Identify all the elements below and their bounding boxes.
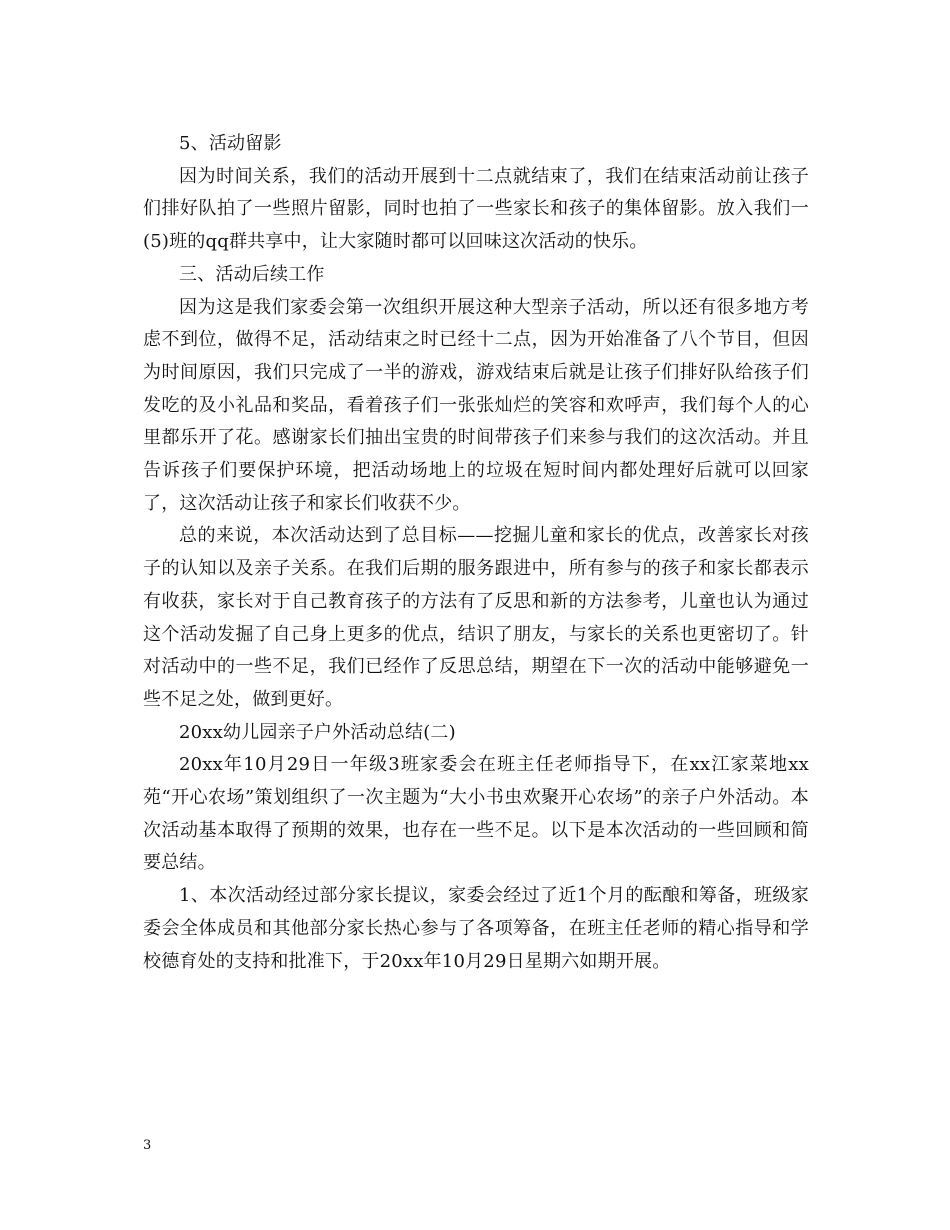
- paragraph-followup: 因为这是我们家委会第一次组织开展这种大型亲子活动，所以还有很多地方考虑不到位，做得不足，活动结束之时已经十二点，因为开始准备了八个节目，但因为时间原因，我们只完成了一半的游戏，游戏结束后就是让孩子们排好队给孩子们发吃的及小礼品和奖品，看着孩子们一张张灿烂的笑容和欢呼声，我们每个人的心里都乐开了花。感谢家长们抽出宝贵的时间带孩子们来参与我们的这次活动。并且告诉孩子们要保护环境，把活动场地上的垃圾在短时间内都处理好后就可以回家了，这次活动让孩子和家长们收获不少。: [143, 296, 809, 514]
- section-title-part-two: 20xx幼儿园亲子户外活动总结(二): [179, 721, 456, 743]
- paragraph-item-one: 1、本次活动经过部分家长提议，家委会经过了近1个月的酝酿和筹备，班级家委会全体成员和其他部分家长热心参与了各项筹备，在班主任老师的精心指导和学校德育处的支持和批准下，于20xx年10月29日星期六如期开展。: [143, 885, 809, 972]
- paragraph-photo: 因为时间关系，我们的活动开展到十二点就结束了，我们在结束活动前让孩子们排好队拍了一些照片留影，同时也拍了一些家长和孩子的集体留影。放入我们一(5)班的qq群共享中，让大家随时都可以回味这次活动的快乐。: [143, 165, 809, 253]
- paragraph-intro-part-two: 20xx年10月29日一年级3班家委会在班主任老师指导下，在xx江家菜地xx苑“开心农场”策划组织了一次主题为“大小书虫欢聚开心农场”的亲子户外活动。本次活动基本取得了预期的效果，也存在一些不足。以下是本次活动的一些回顾和简要总结。: [143, 754, 809, 874]
- section-heading-photo: 5、活动留影: [179, 133, 282, 154]
- page-number: 3: [143, 1138, 152, 1153]
- paragraph-summary: 总的来说，本次活动达到了总目标——挖掘儿童和家长的优点，改善家长对孩子的认知以及亲子关系。在我们后期的服务跟进中，所有参与的孩子和家长都表示有收获，家长对于自己教育孩子的方法有了反思和新的方法参考，儿童也认为通过这个活动发掘了自己身上更多的优点，结识了朋友，与家长的关系也更密切了。针对活动中的一些不足，我们已经作了反思总结，期望在下一次的活动中能够避免一些不足之处，做到更好。: [143, 525, 809, 710]
- document-body: [143, 128, 809, 978]
- section-heading-followup: 三、活动后续工作: [179, 263, 325, 285]
